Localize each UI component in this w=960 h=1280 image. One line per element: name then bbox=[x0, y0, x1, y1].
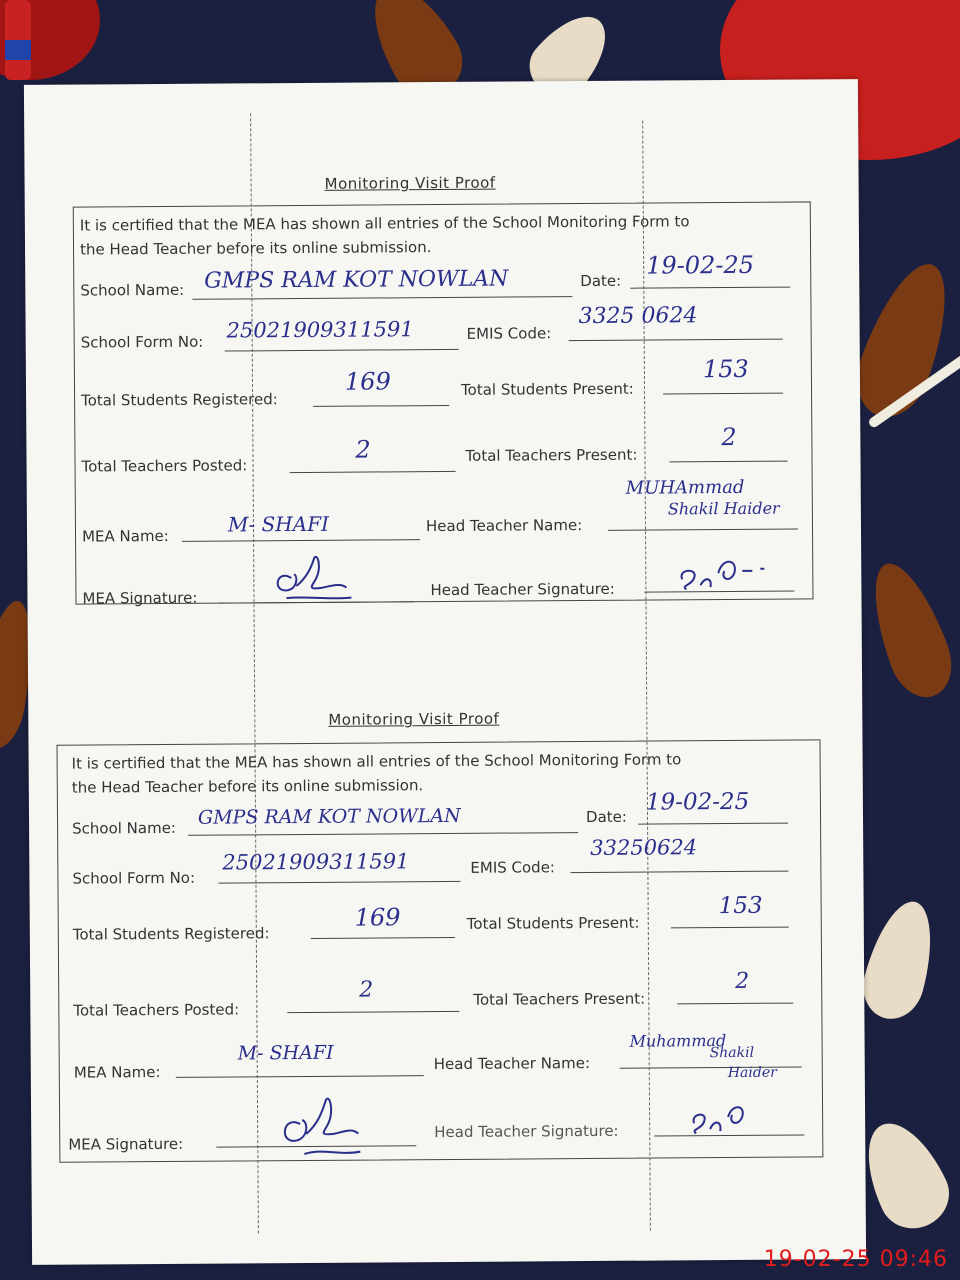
leaf-decoration bbox=[850, 1110, 960, 1239]
mea-name-label: MEA Name: bbox=[73, 1062, 161, 1082]
date-value: 19-02-25 bbox=[646, 250, 755, 280]
teachers-posted-label: Total Teachers Posted: bbox=[81, 456, 248, 476]
students-present-label: Total Students Present: bbox=[466, 913, 640, 933]
school-name-value: GMPS RAM KOT NOWLAN bbox=[197, 804, 461, 829]
school-form-no-label: School Form No: bbox=[80, 332, 204, 352]
head-teacher-name-label: Head Teacher Name: bbox=[425, 516, 583, 536]
mea-name-value: M- SHAFI bbox=[237, 1041, 334, 1065]
teachers-posted-value: 2 bbox=[355, 435, 371, 464]
school-name-label: School Name: bbox=[80, 280, 185, 300]
leaf-decoration bbox=[858, 554, 960, 706]
mea-name-line bbox=[182, 539, 420, 542]
teachers-posted-line bbox=[287, 1011, 459, 1013]
form-title: Monitoring Visit Proof bbox=[324, 173, 496, 193]
date-label: Date: bbox=[580, 271, 622, 291]
school-name-label: School Name: bbox=[72, 818, 177, 838]
teachers-present-line bbox=[677, 1003, 793, 1005]
head-teacher-name-value-2: Shakil Haider bbox=[667, 498, 780, 519]
mea-signature-scribble bbox=[266, 548, 366, 609]
form-title: Monitoring Visit Proof bbox=[328, 709, 500, 729]
students-registered-value: 169 bbox=[354, 903, 401, 932]
students-registered-line bbox=[311, 937, 455, 939]
certification-line-1: It is certified that the MEA has shown all entries of the School Monitoring Form to bbox=[71, 750, 682, 773]
school-name-line bbox=[188, 832, 578, 836]
mea-name-label: MEA Name: bbox=[81, 526, 169, 546]
students-registered-label: Total Students Registered: bbox=[72, 924, 270, 944]
head-teacher-name-value-3: Haider bbox=[727, 1064, 777, 1082]
school-name-line bbox=[192, 296, 572, 300]
photo-timestamp: 19-02-25 09:46 bbox=[763, 1247, 948, 1272]
students-present-value: 153 bbox=[702, 354, 749, 384]
teachers-posted-line bbox=[290, 471, 456, 473]
date-line bbox=[630, 287, 790, 289]
teachers-present-value: 2 bbox=[735, 968, 750, 994]
students-present-line bbox=[663, 393, 783, 395]
mea-name-line bbox=[176, 1075, 424, 1078]
students-present-label: Total Students Present: bbox=[460, 379, 634, 399]
head-teacher-name-line bbox=[608, 529, 798, 531]
school-form-no-value: 25021909311591 bbox=[222, 849, 410, 875]
head-teacher-signature-label: Head Teacher Signature: bbox=[434, 1121, 619, 1142]
mea-signature-label: MEA Signature: bbox=[68, 1134, 184, 1154]
students-present-line bbox=[671, 927, 789, 929]
teachers-present-label: Total Teachers Present: bbox=[465, 445, 638, 465]
form-no-line bbox=[225, 349, 459, 352]
date-value: 19-02-25 bbox=[645, 788, 750, 816]
mea-signature-scribble bbox=[274, 1090, 375, 1163]
head-teacher-signature-scribble bbox=[672, 549, 782, 596]
mea-name-value: M- SHAFI bbox=[227, 511, 330, 537]
head-teacher-signature-scribble bbox=[684, 1097, 774, 1138]
certification-line-2: the Head Teacher before its online submission. bbox=[71, 776, 424, 797]
students-registered-label: Total Students Registered: bbox=[81, 390, 278, 410]
teachers-posted-label: Total Teachers Posted: bbox=[73, 1000, 240, 1020]
head-teacher-name-value: Muhammad bbox=[629, 1031, 727, 1051]
form-no-line bbox=[218, 881, 460, 884]
teachers-posted-value: 2 bbox=[359, 977, 374, 1003]
mea-signature-label: MEA Signature: bbox=[82, 588, 198, 608]
teachers-present-label: Total Teachers Present: bbox=[473, 989, 646, 1009]
emis-code-value: 33250624 bbox=[590, 835, 698, 860]
emis-code-label: EMIS Code: bbox=[466, 324, 552, 343]
certification-line-1: It is certified that the MEA has shown all entries of the School Monitoring Form to bbox=[79, 212, 690, 235]
school-name-value: GMPS RAM KOT NOWLAN bbox=[204, 266, 509, 294]
emis-code-value: 3325 0624 bbox=[578, 303, 698, 330]
students-registered-line bbox=[313, 405, 449, 407]
form-box bbox=[56, 739, 823, 1162]
teachers-present-value: 2 bbox=[721, 422, 737, 452]
head-teacher-signature-label: Head Teacher Signature: bbox=[430, 579, 615, 600]
form-box bbox=[73, 201, 814, 608]
head-teacher-name-value: MUHAmmad bbox=[625, 476, 745, 499]
emis-line bbox=[570, 871, 788, 874]
leaf-decoration bbox=[855, 894, 944, 1025]
head-teacher-name-label: Head Teacher Name: bbox=[433, 1053, 591, 1074]
teachers-present-line bbox=[670, 461, 788, 463]
date-line bbox=[638, 823, 788, 825]
school-form-no-value: 25021909311591 bbox=[226, 317, 414, 343]
school-form-no-label: School Form No: bbox=[72, 868, 196, 888]
students-present-value: 153 bbox=[718, 892, 763, 920]
emis-code-label: EMIS Code: bbox=[470, 858, 556, 877]
head-teacher-name-value-2: Shakil bbox=[709, 1044, 755, 1062]
document-paper bbox=[24, 79, 866, 1265]
date-label: Date: bbox=[585, 807, 627, 827]
certification-line-2: the Head Teacher before its online submission. bbox=[79, 238, 432, 259]
students-registered-value: 169 bbox=[344, 367, 391, 396]
emis-line bbox=[569, 339, 783, 341]
